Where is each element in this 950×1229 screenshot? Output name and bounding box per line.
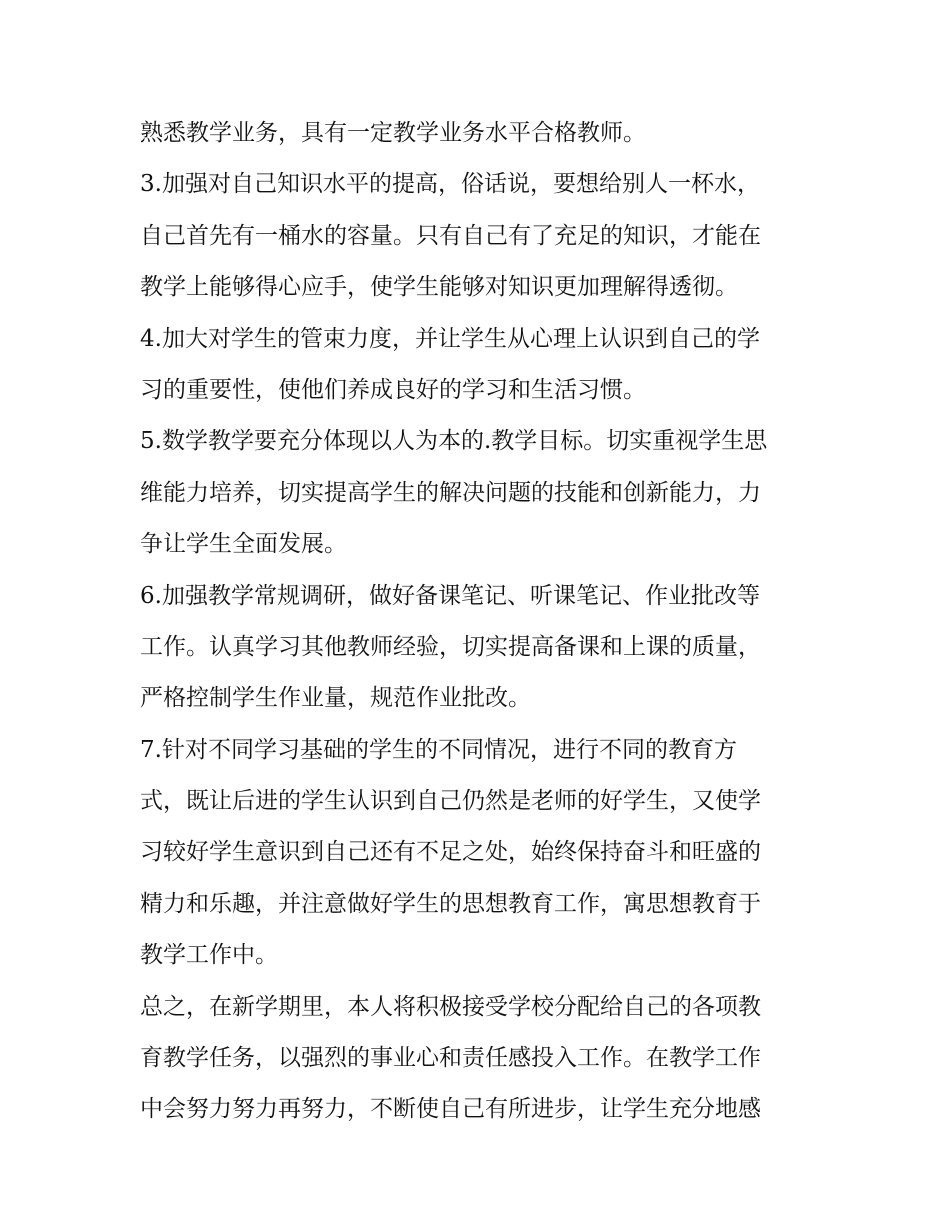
text-line: 维能力培养，切实提高学生的解决问题的技能和创新能力，力: [140, 479, 761, 506]
text-line: 6.加强教学常规调研，做好备课笔记、听课笔记、作业批改等: [140, 582, 760, 609]
text-line: 中会努力努力再努力，不断使自己有所进步，让学生充分地感: [140, 1096, 761, 1123]
text-line: 式，既让后进的学生认识到自己仍然是老师的好学生，又使学: [140, 788, 761, 815]
text-line: 自己首先有一桶水的容量。只有自己有了充足的知识，才能在: [140, 222, 761, 249]
text-line: 教学上能够得心应手，使学生能够对知识更加理解得透彻。: [140, 274, 738, 301]
text-line: 习较好学生意识到自己还有不足之处，始终保持奋斗和旺盛的: [140, 839, 761, 866]
text-line: 严格控制学生作业量，规范作业批改。: [140, 685, 531, 712]
text-line: 3.加强对自己知识水平的提高，俗话说，要想给别人一杯水，: [140, 171, 760, 198]
document-body: [140, 108, 820, 1136]
text-line: 精力和乐趣，并注意做好学生的思想教育工作，寓思想教育于: [140, 890, 761, 917]
text-line: 7.针对不同学习基础的学生的不同情况，进行不同的教育方: [140, 736, 737, 763]
text-line: 工作。认真学习其他教师经验，切实提高备课和上课的质量，: [140, 633, 761, 660]
text-line: 4.加大对学生的管束力度，并让学生从心理上认识到自己的学: [140, 325, 760, 352]
text-line: 育教学任务，以强烈的事业心和责任感投入工作。在教学工作: [140, 1045, 761, 1072]
text-line: 5.数学教学要充分体现以人为本的.教学目标。切实重视学生思: [140, 428, 768, 455]
text-line: 习的重要性，使他们养成良好的学习和生活习惯。: [140, 376, 646, 403]
text-line: 争让学生全面发展。: [140, 531, 347, 558]
text-line: 教学工作中。: [140, 942, 278, 969]
text-line: 熟悉教学业务，具有一定教学业务水平合格教师。: [140, 120, 646, 146]
text-line: 总之，在新学期里，本人将积极接受学校分配给自己的各项教: [140, 993, 761, 1020]
